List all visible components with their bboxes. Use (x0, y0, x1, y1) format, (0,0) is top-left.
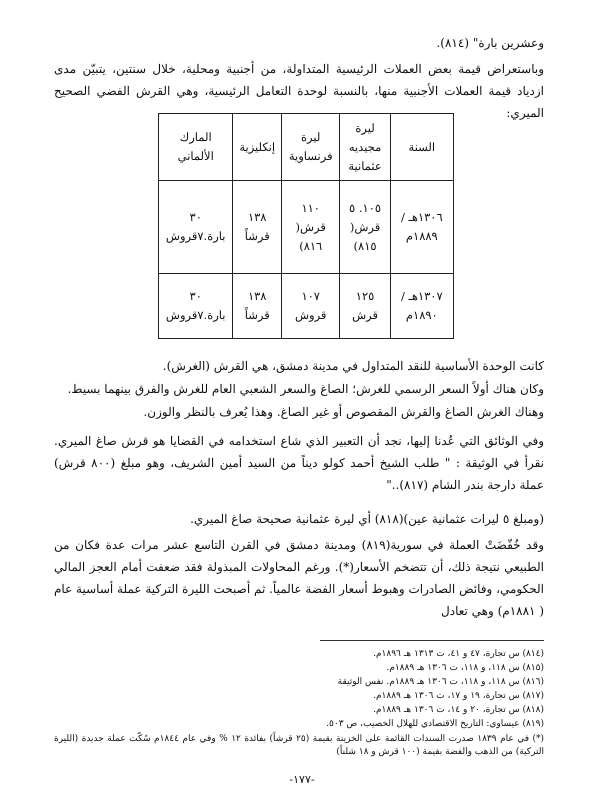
table-cell: ٣٠ بارة.٧قروش (159, 274, 233, 339)
header-ottoman-lira: ليرة مجيديه عثمانية (340, 114, 390, 181)
table-cell: ٣٠ بارة.٧قروش (159, 181, 233, 274)
header-year: السنة (390, 114, 453, 181)
table-header-row (159, 114, 454, 181)
paragraph-1: كانت الوحدة الأساسية للنقد المتداول في مدينة دمشق، هي القرش (الغرش). (162, 359, 544, 373)
table-row (159, 181, 454, 274)
currency-rates-table (158, 113, 454, 339)
header-english: إنكليزية (233, 114, 282, 181)
footnote-819: (٨١٩) عيساوي: التاريخ الاقتصادي للهلال الخصيب، ص ٥٠٣. (326, 719, 544, 729)
header-german-mark: المارك الألماني (159, 114, 233, 181)
table-cell: ١١٠ قرش( ٨١٦) (282, 181, 340, 274)
table-cell: ١٠٧ قروش (282, 274, 340, 339)
paragraph-5: (ومبلغ ٥ ليرات عثمانية عين)(٨١٨) أي ليرة عثمانية صحيحة صاغ الميري. (190, 512, 544, 526)
intro-paragraph: وباستعراض قيمة بعض العملات الرئيسية المتداولة، من أجنبية ومحلية، خلال سنتين، يتبيّن مدى ازدياد قيمة العملات الأجنبية منها، بالنسبة لوحدة التعامل الرئيسية، وهي القرش الفضي الصحيح الميري: (54, 62, 544, 120)
footnote-divider (320, 640, 544, 641)
paragraph-3: وهناك الغرش الصاغ والقرش المقصوص أو غير الصاغ. وهذا يُعرف بالنظر والوزن. (143, 405, 544, 419)
paragraph-6: وقد خُفّضَتْ العملة في سورية(٨١٩) ومدينة دمشق في القرن التاسع عشر مرات عدة فكان من الطبيعي نتيجة ذلك، أن تتضخم الأسعار(*). ورغم المحاولات المبذولة فقد ضعفت أمام العجز المالي الحكومي، وفائض الصادرات وهبوط أسعار الفضة عالمياً. ثم أصبحت الليرة التركية عملة أساسية عام ( ١٨٨١م) وهي تعادل (54, 538, 544, 618)
table-cell-year: ١٣٠٧هـ / ١٨٩٠م (390, 274, 453, 339)
footnote-815: (٨١٥) س ١١٨، و ١١٨، ت ١٣٠٦ هـ ١٨٨٩م. (386, 663, 544, 673)
footnote-asterisk: (*) في عام ١٨٣٩ صدرت السندات القائمة على الخزينة بقيمة (٢٥ قرشاً) بفائدة ١٢ % وفي عام ١٨٤٤م سُكّت عملة جديدة (الليرة التركية) من الذهب والفضة بقيمة (١٠٠ قرش و ١٨ شلناً) (54, 734, 545, 757)
page-number: -١٧٧- (289, 773, 315, 786)
footnote-816: (٨١٦) س ١١٨، و ١١٨، ت ١٣٠٦ هـ ١٨٨٩م. نفس الوثيقة (337, 677, 544, 687)
paragraph-4: وفي الوثائق التي عُدنا إليها، نجد أن التعبير الذي شاع استخدامه في القضايا هو قرش صاغ الميري. نقرأ في الوثيقة : " طلب الشيخ أحمد كولو ديناً من السيد أمين الشريف، وهو مبلغ (٨٠٠ قرش) عملة دارجة بندر الشام (٨١٧).." (54, 434, 544, 492)
header-french-lira: ليرة فرنساوية (282, 114, 340, 181)
continued-line: وعشرين بارة" (٨١٤). (436, 36, 544, 50)
table-cell: ١٣٨ قرشاً (233, 274, 282, 339)
table-cell-year: ١٣٠٦هـ / ١٨٨٩م (390, 181, 453, 274)
paragraph-2: وكان هناك أولاً السعر الرسمي للغرش؛ الصاغ والسعر الشعبي العام للغرش والفرق بينهما بسيط. (67, 382, 544, 396)
table-cell: ١٣٨ قرشاً (233, 181, 282, 274)
table-cell: ١٢٥ قرش (340, 274, 390, 339)
table-cell: ١٠٥. ٥ قرش( ٨١٥) (340, 181, 390, 274)
footnote-817: (٨١٧) س تجارة، ١٩ و ١٧، ت ١٣٠٦ هـ ١٨٨٩م. (373, 691, 544, 701)
footnote-818: (٨١٨) س تجارة، ٢٠ و ١٤، ت ١٣٠٦ هـ ١٨٨٩م. (373, 705, 544, 715)
footnote-814: (٨١٤) س تجارة، ٤٧ و ٤١، ت ١٣١٣ هـ ١٨٩٦م. (373, 649, 544, 659)
table-row (159, 274, 454, 339)
